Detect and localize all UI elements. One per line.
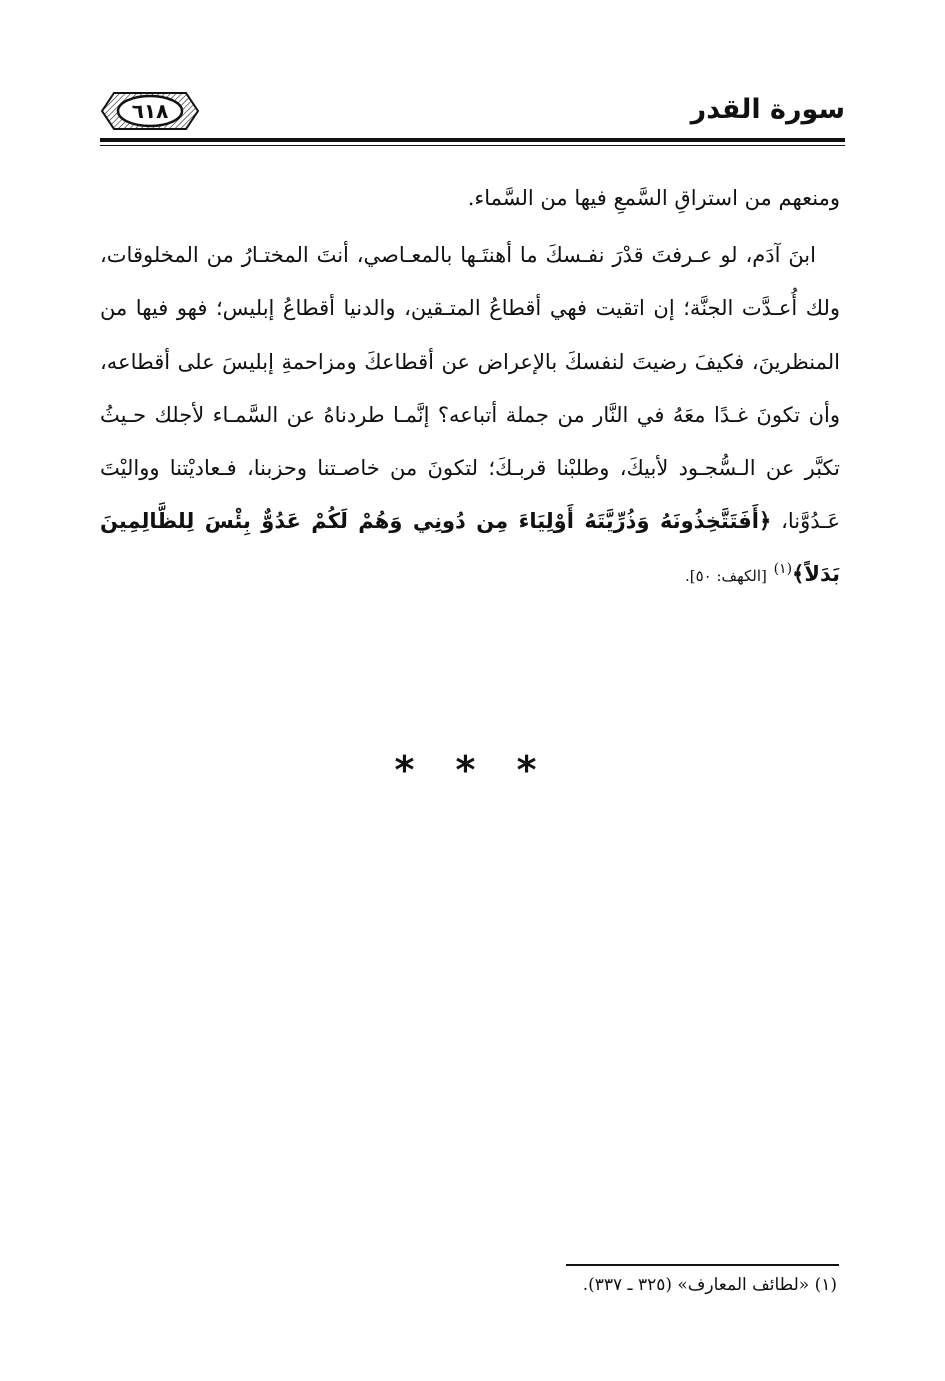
surah-title: سورة القدر <box>690 94 845 125</box>
paragraph-2-text: ابنَ آدَم، لو عـرفتَ قدْرَ نفـسكَ ما أهنتَـها بالمعـاصي، أنتَ المختـارُ من المخلوقات، ولك أُعـدَّت الجنَّة؛ إن اتقيت فهي أقطاعُ المتـقين، والدنيا أقطاعُ إبليس؛ فهو فيها من المنظرينَ، فكيفَ رضيتَ لنفسكَ بالإعراض عن أقطاعكَ ومزاحمةِ إبليسَ على أقطاعه، وأن تكونَ غـدًا معَهُ في النَّار من جملة أتباعه؟ إنَّمـا طردناهُ عن السَّمـاء لأجلك حـيثُ تكبَّر عن الـسُّجـود لأبيكَ، وطلبْنا قربـكَ؛ لتكونَ من خاصـتنا وحزبنا، فـعاديْتنا وواليْتَ عَـدُوَّنا، <box>100 243 841 534</box>
header-rule <box>100 138 845 142</box>
quran-verse: ﴿أَفَتَتَّخِذُونَهُ وَذُرِّيَّتَهُ أَوْلِيَاءَ مِن دُونِي وَهُمْ لَكُمْ عَدُوٌّ بِئْسَ لِلظَّالِمِينَ بَدَلاً﴾ <box>100 509 840 587</box>
footnote-rule <box>566 1264 839 1266</box>
paragraph-2 <box>100 229 840 603</box>
verse-citation: [الكهف: ٥٠]. <box>684 567 767 586</box>
footnote-marker: (١) <box>773 561 793 578</box>
page-number: ٦١٨ <box>131 99 169 123</box>
page-number-badge <box>100 90 200 132</box>
paragraph-1: ومنعهم من استراقِ السَّمعِ فيها من السَّماء. <box>467 186 840 210</box>
header-rule-thin <box>100 145 845 146</box>
footnote: (١) «لطائف المعارف» (٣٢٥ ـ ٣٣٧). <box>582 1275 837 1295</box>
main-text <box>100 172 840 604</box>
section-separator: * * * <box>394 748 551 792</box>
